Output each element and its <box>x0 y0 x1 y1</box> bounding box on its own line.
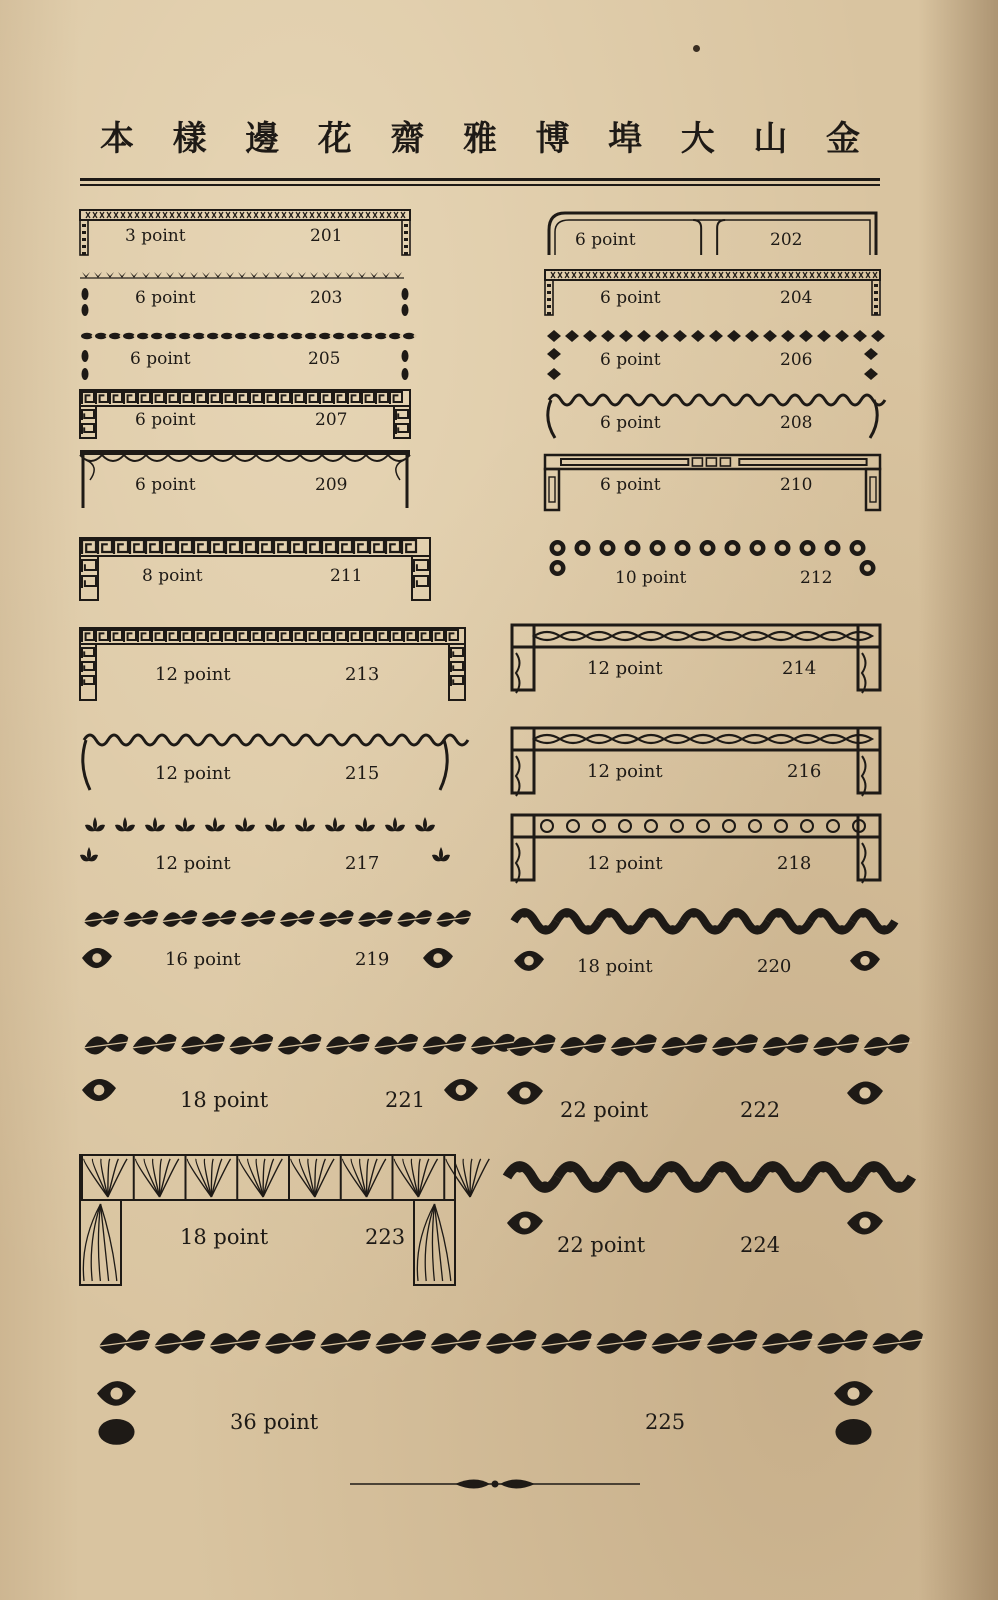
border-number: 219 <box>355 949 390 970</box>
point-size-label: 12 point <box>587 761 663 782</box>
point-size-label: 6 point <box>135 475 196 495</box>
border-number: 206 <box>780 350 813 370</box>
border-ornament-chevron <box>80 270 410 318</box>
border-ornament-fan <box>80 1155 455 1285</box>
border-sample-225 <box>95 1320 875 1465</box>
border-number: 209 <box>315 475 348 495</box>
border-number: 211 <box>330 566 363 586</box>
border-number: 210 <box>780 475 813 495</box>
border-ornament-diamonds <box>545 330 880 375</box>
point-size-label: 18 point <box>180 1088 269 1112</box>
border-sample-203 <box>80 270 410 318</box>
border-ornament-scroll <box>512 815 880 880</box>
border-number: 221 <box>385 1088 426 1112</box>
border-number: 215 <box>345 763 380 784</box>
border-number: 202 <box>770 230 803 250</box>
border-number: 224 <box>740 1233 781 1257</box>
border-ornament-grid <box>80 538 430 600</box>
border-ornament-ornate <box>512 903 882 995</box>
title-char: 花 <box>317 118 352 159</box>
border-sample-221 <box>80 1025 480 1130</box>
border-sample-202 <box>545 210 880 255</box>
border-sample-220 <box>512 903 882 995</box>
border-sample-209 <box>80 450 410 508</box>
title-char: 樣 <box>172 118 207 159</box>
footer-ornament <box>350 1472 640 1500</box>
border-ornament-leafy <box>80 903 455 988</box>
border-ornament-chain <box>512 728 880 793</box>
border-sample-205 <box>80 330 410 378</box>
border-ornament-crossbar <box>545 270 880 315</box>
point-size-label: 18 point <box>180 1225 269 1249</box>
border-number: 218 <box>777 853 812 874</box>
title-char: 金 <box>825 118 860 159</box>
border-sample-216 <box>512 728 880 793</box>
border-number: 203 <box>310 288 343 308</box>
border-ornament-leafy <box>80 1025 480 1130</box>
border-number: 225 <box>645 1410 686 1434</box>
point-size-label: 6 point <box>600 413 661 433</box>
border-sample-211 <box>80 538 430 600</box>
title-char: 山 <box>753 118 788 159</box>
border-number: 207 <box>315 410 348 430</box>
point-size-label: 12 point <box>587 853 663 874</box>
border-number: 208 <box>780 413 813 433</box>
point-size-label: 6 point <box>130 349 191 369</box>
border-number: 222 <box>740 1098 781 1122</box>
border-sample-213 <box>80 628 465 700</box>
title-char: 齋 <box>390 118 425 159</box>
border-number: 216 <box>787 761 822 782</box>
border-sample-208 <box>545 390 880 438</box>
point-size-label: 12 point <box>155 664 231 685</box>
title-char: 埠 <box>608 118 643 159</box>
border-ornament-wave <box>545 390 880 438</box>
border-sample-214 <box>512 625 880 690</box>
border-ornament-wave <box>80 730 450 790</box>
point-size-label: 16 point <box>165 949 241 970</box>
border-number: 212 <box>800 568 833 588</box>
border-number: 205 <box>308 349 341 369</box>
border-number: 214 <box>782 658 817 679</box>
border-sample-206 <box>545 330 880 375</box>
point-size-label: 6 point <box>575 230 636 250</box>
title-char: 博 <box>535 118 570 159</box>
point-size-label: 36 point <box>230 1410 319 1434</box>
title-rule-thin <box>80 184 880 186</box>
border-ornament-scallop <box>80 450 410 508</box>
border-ornament-chain <box>512 625 880 690</box>
point-size-label: 10 point <box>615 568 687 588</box>
border-sample-207 <box>80 390 410 438</box>
border-sample-212 <box>545 540 880 595</box>
point-size-label: 3 point <box>125 226 186 246</box>
title-rule-thick <box>80 178 880 181</box>
border-ornament-leafy <box>95 1320 875 1465</box>
border-sample-223 <box>80 1155 455 1285</box>
border-sample-201 <box>80 210 410 255</box>
title-char: 雅 <box>462 118 497 159</box>
border-number: 201 <box>310 226 343 246</box>
border-sample-218 <box>512 815 880 880</box>
point-size-label: 22 point <box>557 1233 646 1257</box>
border-sample-215 <box>80 730 450 790</box>
border-number: 213 <box>345 664 380 685</box>
border-ornament-key <box>80 390 410 438</box>
point-size-label: 6 point <box>600 350 661 370</box>
border-sample-224 <box>505 1155 885 1265</box>
point-size-label: 8 point <box>142 566 203 586</box>
border-number: 220 <box>757 956 792 977</box>
border-sample-222 <box>505 1025 885 1135</box>
border-sample-210 <box>545 455 880 510</box>
point-size-label: 12 point <box>155 853 231 874</box>
border-sample-219 <box>80 903 455 988</box>
point-size-label: 6 point <box>135 288 196 308</box>
point-size-label: 6 point <box>135 410 196 430</box>
paper-speck <box>693 45 700 52</box>
border-ornament-fleur <box>80 815 450 880</box>
border-ornament-key <box>80 628 465 700</box>
border-number: 204 <box>780 288 813 308</box>
page-title <box>100 110 860 160</box>
point-size-label: 6 point <box>600 288 661 308</box>
point-size-label: 12 point <box>587 658 663 679</box>
title-char: 邊 <box>245 118 280 159</box>
point-size-label: 22 point <box>560 1098 649 1122</box>
border-sample-204 <box>545 270 880 315</box>
border-number: 217 <box>345 853 380 874</box>
point-size-label: 12 point <box>155 763 231 784</box>
title-char: 大 <box>680 118 715 159</box>
title-char: 本 <box>100 118 134 159</box>
border-number: 223 <box>365 1225 406 1249</box>
point-size-label: 6 point <box>600 475 661 495</box>
point-size-label: 18 point <box>577 956 653 977</box>
border-sample-217 <box>80 815 450 880</box>
border-ornament-bars <box>545 455 880 510</box>
